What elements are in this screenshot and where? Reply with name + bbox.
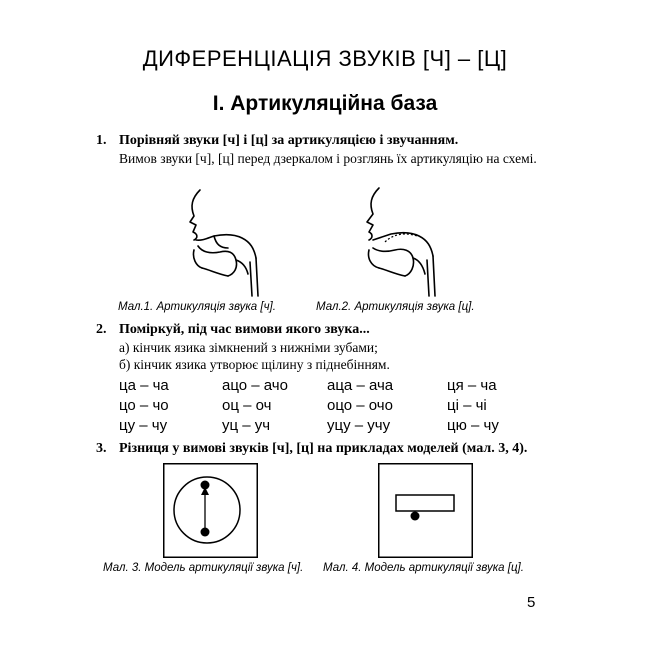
syllable-pair: ацо – ачо	[222, 377, 288, 394]
syllable-pair: цу – чу	[119, 417, 168, 434]
task-2-option-b: б) кінчик язика утворює щілину з піднебінням.	[119, 357, 390, 372]
task-2-heading: Поміркуй, під час вимови якого звука...	[119, 322, 370, 337]
syllable-pair: оц – оч	[222, 397, 272, 414]
page-number: 5	[527, 594, 536, 611]
page-title: ДИФЕРЕНЦІАЦІЯ ЗВУКІВ [Ч] – [Ц]	[142, 46, 508, 71]
task-1-heading: Порівняй звуки [ч] і [ц] за артикуляцією і звучанням.	[119, 133, 459, 148]
syllable-pair: уц – уч	[222, 417, 271, 434]
syllable-column-1	[119, 376, 169, 436]
figure-1-caption: Мал.1. Артикуляція звука [ч].	[118, 301, 276, 313]
figure-4-caption: Мал. 4. Модель артикуляції звука [ц].	[323, 562, 524, 574]
syllable-pair: аца – ача	[327, 377, 394, 394]
figure-3-caption: Мал. 3. Модель артикуляції звука [ч].	[103, 562, 304, 574]
figure-2-caption: Мал.2. Артикуляція звука [ц].	[316, 301, 475, 313]
task-2-option-a: а) кінчик язика зімкнений з нижніми зубами;	[119, 340, 378, 355]
syllable-pair: цю – чу	[447, 417, 499, 434]
syllable-pair: уцу – учу	[327, 417, 391, 434]
task-1-body: Вимов звуки [ч], [ц] перед дзеркалом і розглянь їх артикуляцію на схемі.	[119, 151, 537, 166]
model-diagram-ch	[163, 463, 258, 558]
model-diagram-ts	[378, 463, 473, 558]
articulation-diagram-ts	[355, 186, 455, 298]
task-3-heading: Різниця у вимові звуків [ч], [ц] на прикладах моделей (мал. 3, 4).	[119, 441, 528, 456]
syllable-pair: цо – чо	[119, 397, 169, 414]
syllable-column-2	[222, 376, 288, 436]
syllable-pair: оцо – очо	[327, 397, 393, 414]
articulation-diagram-ch	[180, 188, 280, 298]
task-3-number: 3.	[96, 441, 107, 456]
syllable-column-3	[327, 376, 393, 436]
syllable-pair: ці – чі	[447, 397, 487, 414]
syllable-pair: ця – ча	[447, 377, 497, 394]
syllable-column-4	[447, 376, 499, 436]
task-1-number: 1.	[96, 133, 107, 148]
task-2-number: 2.	[96, 322, 107, 337]
syllable-pair: ца – ча	[119, 377, 169, 394]
section-title: І. Артикуляційна база	[212, 92, 438, 115]
